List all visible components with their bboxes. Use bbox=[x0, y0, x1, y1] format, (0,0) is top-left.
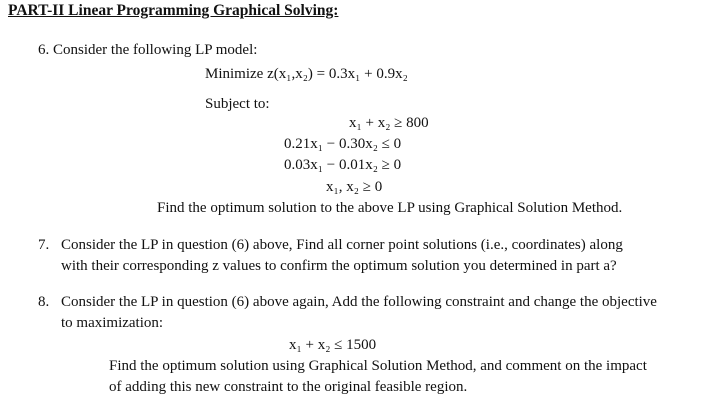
q8-task-line-1: Find the optimum solution using Graphical Solution Method, and comment on the impact bbox=[109, 358, 647, 374]
q6-constraint-2: 0.21x₁ − 0.30x₂ ≤ 0 bbox=[284, 136, 402, 152]
page-heading: PART-II Linear Programming Graphical Solving: bbox=[8, 2, 339, 19]
q6-subject-to: Subject to: bbox=[205, 96, 270, 112]
q8-line-2: to maximization: bbox=[61, 315, 164, 331]
q8-task-line-2: of adding this new constraint to the original feasible region. bbox=[109, 379, 468, 395]
q8-constraint: x₁ + x₂ ≤ 1500 bbox=[289, 337, 377, 353]
q6-label: 6. Consider the following LP model: bbox=[38, 42, 258, 58]
q6-constraint-3: 0.03x₁ − 0.01x₂ ≥ 0 bbox=[284, 157, 402, 173]
q8-number: 8. bbox=[38, 294, 50, 310]
q6-task: Find the optimum solution to the above LP using Graphical Solution Method. bbox=[157, 200, 623, 216]
q6-constraint-4: x₁, x₂ ≥ 0 bbox=[326, 179, 383, 195]
q6-constraint-1: x₁ + x₂ ≥ 800 bbox=[349, 115, 429, 131]
q6-objective: Minimize z(x₁,x₂) = 0.3x₁ + 0.9x₂ bbox=[205, 66, 408, 82]
q8-line-1: Consider the LP in question (6) above again, Add the following constraint and change the objective bbox=[61, 294, 657, 310]
q7-number: 7. bbox=[38, 237, 50, 253]
q7-line-2: with their corresponding z values to confirm the optimum solution you determined in part a? bbox=[61, 258, 617, 274]
q7-line-1: Consider the LP in question (6) above, Find all corner point solutions (i.e., coordinates) along bbox=[61, 237, 623, 253]
